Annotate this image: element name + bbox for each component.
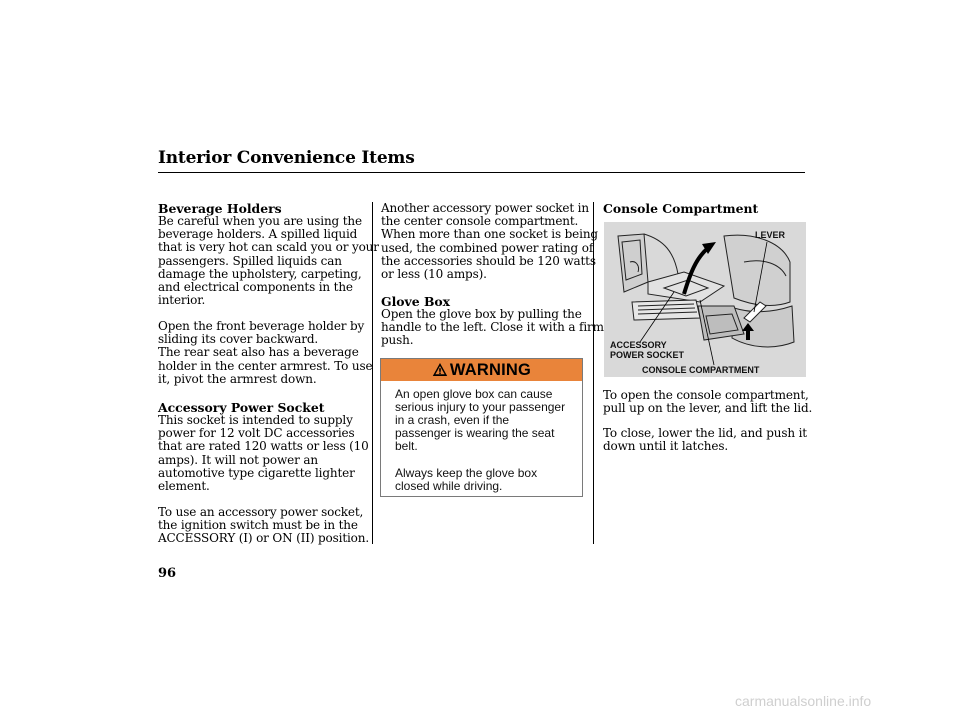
heading-beverage-holders: Beverage Holders [158,201,282,216]
text-line: POWER SOCKET [610,349,685,360]
text-line: Always keep the glove box [395,466,538,480]
text-line: it, pivot the armrest down. [158,371,317,386]
warning-label-text: WARNING [449,361,532,379]
text-line: Another accessory power socket in [381,201,589,215]
text-line: that are rated 120 watts or less (10 [158,439,369,454]
text-line: automotive type cigarette lighter [158,465,355,480]
text-line: in a crash, even if the [395,413,510,427]
text-line: sliding its cover backward. [158,332,319,347]
text-line: When more than one socket is being [381,227,598,242]
text-line: push. [381,333,414,348]
text-line: Open the glove box by pulling the [381,307,582,321]
text-line: used, the combined power rating of [381,240,594,255]
beverage-holders-para2 [158,320,372,386]
warning-text-2 [395,467,579,493]
text-line: damage the upholstery, carpeting, [158,266,362,281]
heading-glove-box: Glove Box [381,294,451,309]
console-para2 [603,427,807,453]
text-line: amps). It will not power an [158,452,318,467]
warning-label [381,360,582,382]
warning-triangle-icon [432,362,448,382]
text-line: An open glove box can cause [395,387,553,401]
accessory-socket-para1 [158,414,369,493]
heading-console-compartment: Console Compartment [603,201,759,216]
text-line: To close, lower the lid, and push it [603,426,807,440]
warning-text-1 [395,388,579,453]
text-line: the ignition switch must be in the [158,518,358,533]
page-title: Interior Convenience Items [158,148,415,168]
text-line: Open the front beverage holder by [158,319,365,333]
text-line: The rear seat also has a beverage [158,345,359,360]
text-line: power for 12 volt DC accessories [158,426,355,441]
text-line: ACCESSORY (I) or ON (II) position. [158,531,369,546]
label-accessory-power-socket [610,341,684,360]
text-line: pull up on the lever, and lift the lid. [603,401,813,416]
text-line: and electrical components in the [158,280,353,295]
text-line: that is very hot can scald you or your [158,240,379,255]
text-line: ACCESSORY [610,340,667,350]
text-line: passengers. Spilled liquids can [158,253,342,268]
warning-box [380,358,583,497]
text-line: down until it latches. [603,439,729,454]
beverage-holders-para1 [158,215,379,307]
text-line: To open the console compartment, [603,388,809,402]
text-line: element. [158,479,210,494]
label-lever: LEVER [755,230,786,240]
text-line: interior. [158,293,206,308]
console-compartment-illustration [604,222,806,377]
page-number: 96 [158,566,177,581]
accessory-socket-para3 [381,202,598,281]
text-line: the center console compartment. [381,214,579,229]
text-line: Be careful when you are using the [158,214,362,228]
text-line: or less (10 amps). [381,267,487,282]
heading-accessory-power-socket: Accessory Power Socket [158,400,325,415]
text-line: serious injury to your passenger [395,400,566,414]
text-line: handle to the left. Close it with a firm [381,320,604,335]
text-line: holder in the center armrest. To use [158,358,373,373]
text-line: belt. [395,439,418,453]
text-line: the accessories should be 120 watts [381,253,596,268]
text-line: passenger is wearing the seat [395,426,555,440]
console-para1 [603,389,812,415]
title-rule [158,172,805,173]
text-line: To use an accessory power socket, [158,505,364,519]
text-line: This socket is intended to supply [158,413,353,427]
accessory-socket-para2 [158,506,369,546]
label-console-compartment: CONSOLE COMPARTMENT [642,365,760,375]
watermark: carmanualsonline.info [735,693,872,709]
glove-box-para1 [381,308,604,348]
text-line: closed while driving. [395,479,503,493]
text-line: beverage holders. A spilled liquid [158,227,358,242]
